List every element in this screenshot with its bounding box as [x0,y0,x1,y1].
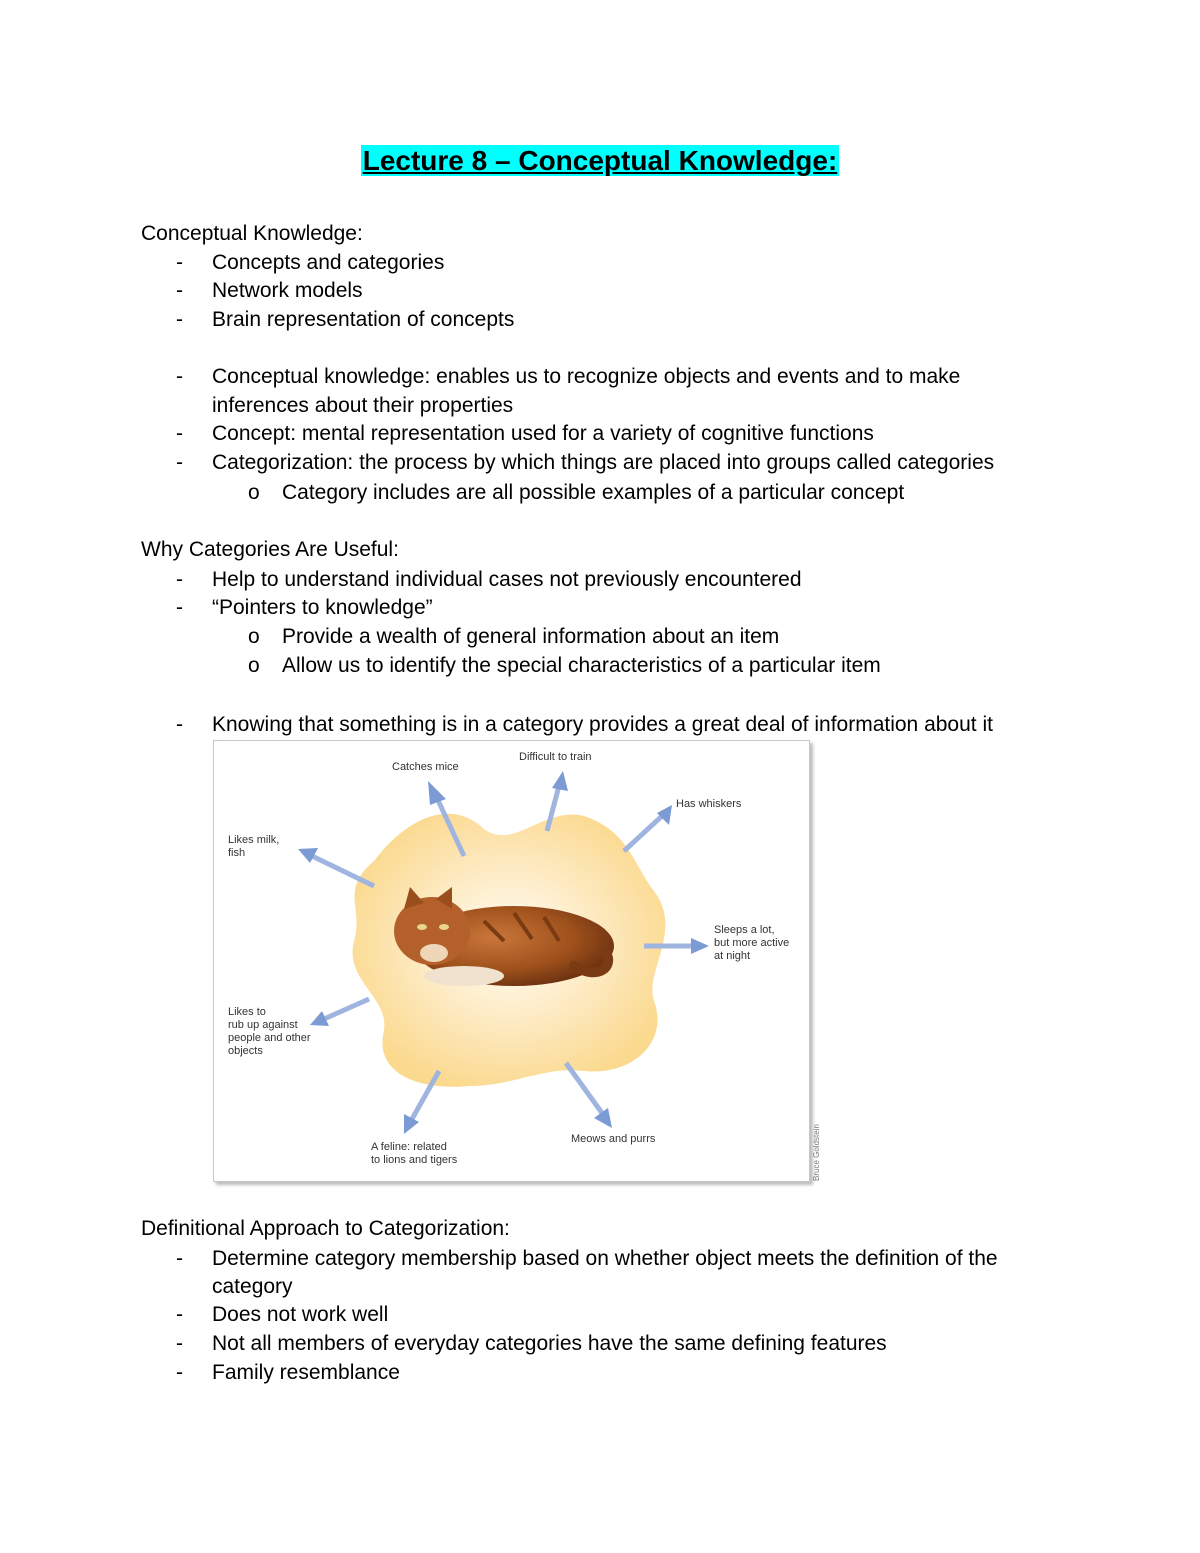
cat-concept-figure [213,740,821,1182]
label-likes-milk: Likes milk, fish [228,834,280,859]
label-feline: A feline: related to lions and tigers [371,1141,458,1166]
arrow-whiskers [624,805,672,851]
label-difficult-to-train: Difficult to train [519,751,592,763]
section-heading-definitional-approach: Definitional Approach to Categorization: [141,1217,510,1240]
label-has-whiskers: Has whiskers [676,798,742,810]
arrow-meows [566,1063,612,1128]
label-catches-mice: Catches mice [392,761,459,773]
section-heading-conceptual-knowledge: Conceptual Knowledge: [141,222,363,245]
arrow-rub [310,999,369,1026]
section-heading-why-categories: Why Categories Are Useful: [141,538,399,561]
label-likes-to-rub: Likes to rub up against people and other objects [228,1006,311,1057]
document-page: Lecture 8 – Conceptual Knowledge: Conceptual Knowledge: - Concepts and categories - Network models - Brain representation of concepts - Conceptual knowledge: enables us to recognize objects and events and to make inferences about their properties - Concept: mental representation used for a variety of cognitive functions - Categorization: the process by which things are placed into groups called categories o Category includes are all possible examples of a particular concept Why Categories Are Useful: - Help to understand individual cases not previously encountered - “Pointers to knowledge” o Provide a wealth of general information about an item o Allow us to identify the special characteristics of a particular item - Knowing that something is in a category provides a great deal of information about it Catches mice Difficult to train Has whiskers Likes milk, fish Sleeps a lot, but more active at night Likes to rub up against people and other objects A feline: related to lions and tigers Meows and purrs Bruce Goldstein Definitional Approach to Categorization: - Determine category membership based on whether object meets the definition of the category - Does not work well - Not all members of everyday categories have the same defining features - Family resemblance [0,0,1200,1553]
figure-credit: Bruce Goldstein [812,1124,821,1181]
label-meows-and-purrs: Meows and purrs [571,1133,656,1145]
label-sleeps: Sleeps a lot, but more active at night [714,924,790,962]
list-item-continuation: category [212,1275,293,1298]
list-item-continuation: inferences about their properties [212,394,514,417]
page-title: Lecture 8 – Conceptual Knowledge: [362,145,838,176]
arrow-milk [298,848,374,886]
